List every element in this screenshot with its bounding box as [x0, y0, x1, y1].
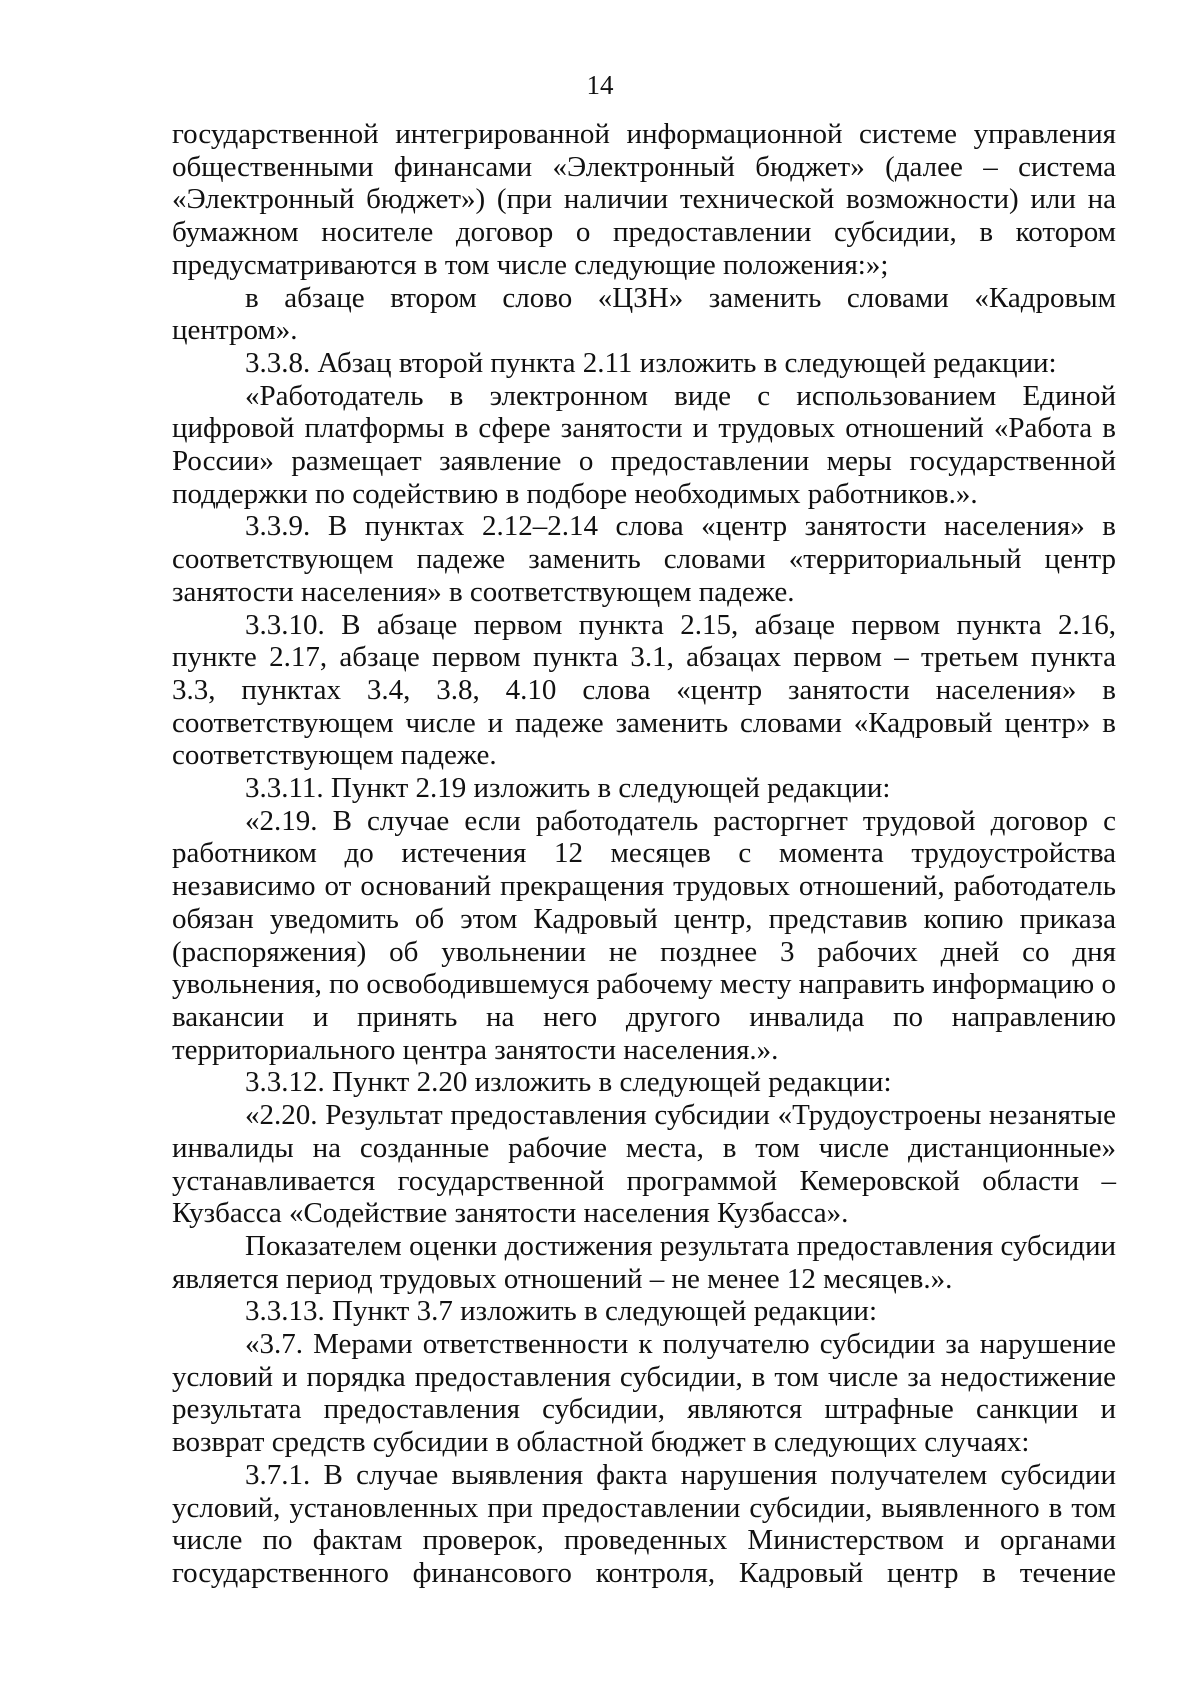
- paragraph-7: 3.3.11. Пункт 2.19 изложить в следующей редакции:: [245, 772, 891, 805]
- paragraph-1: государственной интегрированной информационной системе управления общественными финансами «Электронный бюджет» (далее – система «Электронный бюджет») (при наличии технической возможности) или на бумажном носителе договор о предоставлении субсидии, в котором предусматриваются в том числе следующие положения:»;: [172, 118, 1116, 281]
- paragraph-4: «Работодатель в электронном виде с использованием Единой цифровой платформы в сфере занятости и трудовых отношений «Работа в России» размещает заявление о предоставлении меры государственной поддержки по содействию в подборе необходимых работников.».: [172, 379, 1116, 510]
- paragraph-6: 3.3.10. В абзаце первом пункта 2.15, абзаце первом пункта 2.16, пункте 2.17, абзаце первом пункта 3.1, абзацах первом – третьем пункта 3.3, пунктах 3.4, 3.8, 4.10 слова «центр занятости населения» в соответствующем числе и падеже заменить словами «Кадровый центр» в соответствующем падеже.: [172, 608, 1116, 772]
- paragraph-9: 3.3.12. Пункт 2.20 изложить в следующей редакции:: [245, 1066, 892, 1099]
- paragraph-3: 3.3.8. Абзац второй пункта 2.11 изложить в следующей редакции:: [245, 346, 1057, 379]
- paragraph-8: «2.19. В случае если работодатель расторгнет трудовой договор с работником до истечения 12 месяцев с момента трудоустройства независимо от оснований прекращения трудовых отношений, работодатель обязан уведомить об этом Кадровый центр, представив копию приказа (распоряжения) об увольнении не позднее 3 рабочих дней со дня увольнения, по освободившемуся рабочему месту направить информацию о вакансии и принять на него другого инвалида по направлению территориального центра занятости населения.».: [172, 804, 1116, 1066]
- paragraph-5: 3.3.9. В пунктах 2.12–2.14 слова «центр занятости населения» в соответствующем падеже заменить словами «территориальный центр занятости населения» в соответствующем падеже.: [172, 510, 1116, 608]
- document-body: [172, 118, 1116, 1590]
- paragraph-14: 3.7.1. В случае выявления факта нарушения получателем субсидии условий, установленных при предоставлении субсидии, выявленного в том числе по фактам проверок, проведенных Министерством и органами государственного финансового контроля, Кадровый центр в течение: [172, 1458, 1116, 1589]
- paragraph-10: «2.20. Результат предоставления субсидии «Трудоустроены незанятые инвалиды на созданные рабочие места, в том числе дистанционные» устанавливается государственной программой Кемеровской области – Кузбасса «Содействие занятости населения Кузбасса».: [172, 1099, 1116, 1230]
- paragraph-11: Показателем оценки достижения результата предоставления субсидии является период трудовых отношений – не менее 12 месяцев.».: [172, 1229, 1116, 1295]
- paragraph-2: в абзаце втором слово «ЦЗН» заменить словами «Кадровым центром».: [172, 281, 1116, 347]
- page-number: 14: [586, 70, 614, 100]
- paragraph-12: 3.3.13. Пункт 3.7 изложить в следующей редакции:: [245, 1295, 878, 1328]
- paragraph-13: «3.7. Мерами ответственности к получателю субсидии за нарушение условий и порядка предоставления субсидии, в том числе за недостижение результата предоставления субсидии, являются штрафные санкции и возврат средств субсидии в областной бюджет в следующих случаях:: [172, 1328, 1116, 1459]
